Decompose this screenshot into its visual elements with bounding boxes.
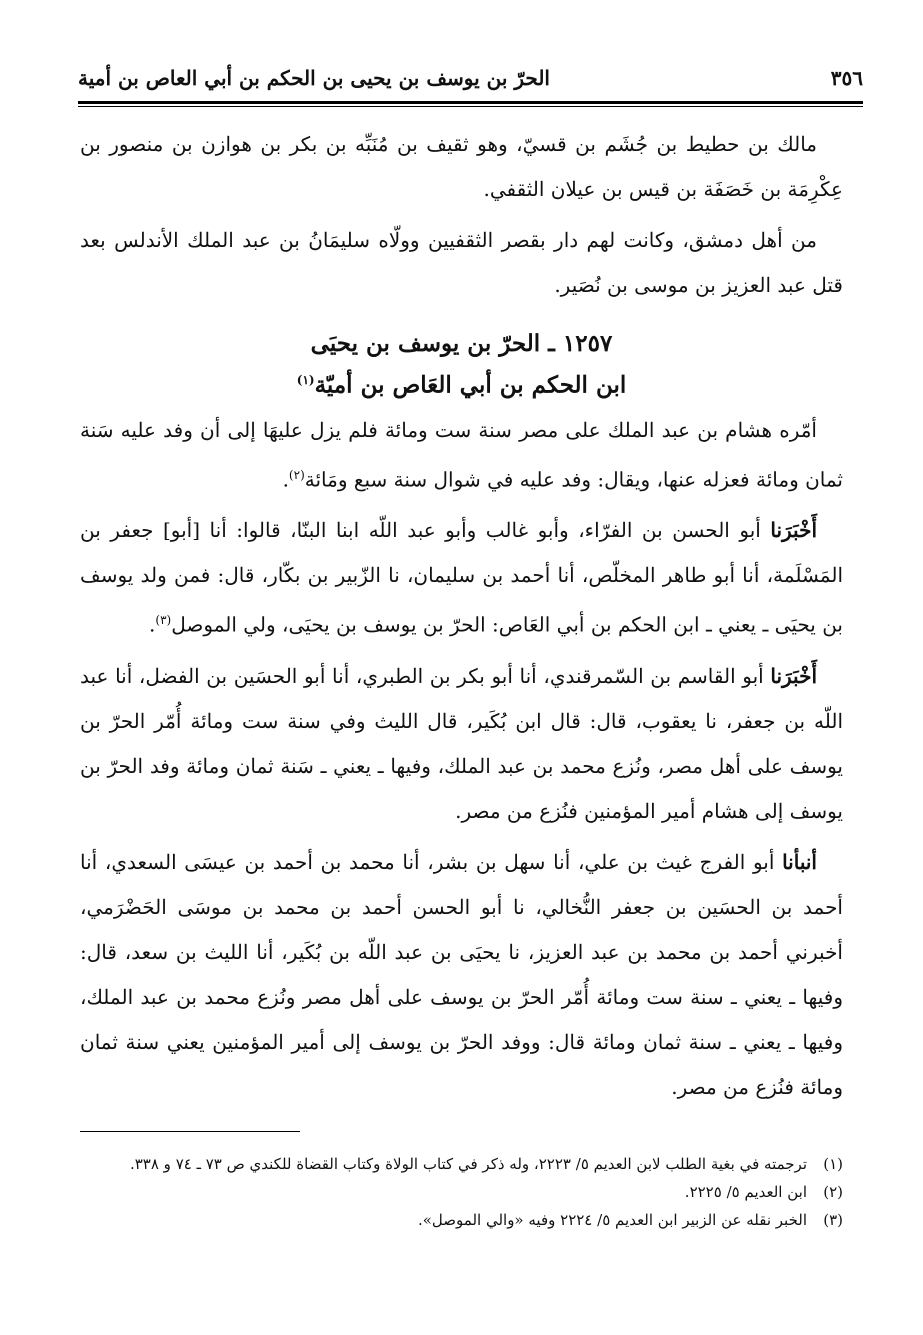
isnad-keyword: أنبأنا: [782, 849, 817, 874]
paragraph-end: .: [282, 467, 289, 492]
footnote-number: (٢): [823, 1183, 843, 1201]
footnote-text: الخبر نقله عن الزبير ابن العديم ٥/ ٢٢٢٤ وفيه «والي الموصل».: [417, 1211, 807, 1229]
header-rule-thin: [78, 106, 863, 107]
footnote-number: (٣): [823, 1211, 843, 1229]
paragraph: [80, 654, 843, 834]
entry-heading-line2-text: ابن الحكم بن أبي العَاص بن أميّة: [314, 371, 627, 399]
paragraph: من أهل دمشق، وكانت لهم دار بقصر الثقفيين وولّاه سليمَانُ بن عبد الملك الأندلس بعد قتل عبد العزيز بن موسى بن نُصَير.: [80, 228, 843, 297]
footnote-separator: [80, 1131, 300, 1132]
paragraph: [80, 508, 843, 648]
footnote-marker: (٣): [155, 613, 172, 628]
footnote: [80, 1178, 843, 1206]
page-number: ٣٥٦: [830, 66, 863, 90]
footnote-marker: (١): [296, 373, 315, 387]
footnote-number: (١): [823, 1155, 843, 1173]
footnote: [80, 1150, 843, 1178]
entry-heading-line2: [80, 362, 843, 404]
header-rule-thick: [78, 101, 863, 104]
footnote-marker: (٢): [288, 467, 305, 482]
running-title: الحرّ بن يوسف بن يحيى بن الحكم بن أبي العاص بن أمية: [78, 66, 550, 90]
main-text: [80, 122, 843, 1116]
footnotes: [80, 1150, 843, 1234]
paragraph: [80, 840, 843, 1110]
footnote-text: ابن العديم ٥/ ٢٢٢٥.: [684, 1183, 807, 1201]
entry-heading: [80, 326, 843, 404]
footnote: [80, 1206, 843, 1234]
paragraph-text: أبو الحسن بن الفرّاء، وأبو غالب وأبو عبد اللّه ابنا البنّا، قالوا: أنا [أبو] جعفر بن المَسْلَمة، أنا أبو طاهر المخلّص، أنا أحمد بن سليمان، نا الزّبير بن بكّار، قال: فمن ولد يوسف بن يحيَى ـ يعني ـ ابن الحكم بن أبي العَاص: الحرّ بن يوسف بن يحيَى، ولي الموصل: [80, 518, 843, 637]
isnad-keyword: أَخْبَرَنا: [770, 518, 817, 543]
isnad-keyword: أَخْبَرَنا: [770, 663, 817, 688]
footnote-text: ترجمته في بغية الطلب لابن العديم ٥/ ٢٢٢٣، وله ذكر في كتاب الولاة وكتاب القضاة للكندي ص ٧٣ ـ ٧٤ و ٣٣٨.: [129, 1155, 807, 1173]
paragraph-text: أمّره هشام بن عبد الملك على مصر سنة ست ومائة فلم يزل عليهَا إلى أن وفد عليه سَنة ثمان ومائة فعزله عنها، ويقال: وفد عليه في شوال سنة سبع ومَائة: [80, 417, 843, 492]
paragraph-text: أبو القاسم بن السّمرقندي، أنا أبو بكر بن الطبري، أنا أبو الحسَين بن الفضل، أنا عبد اللّه بن جعفر، نا يعقوب، قال: قال ابن بُكَير، قال الليث وفي سنة ست ومائة أُمّر الحرّ بن يوسف على أهل مصر، ونُزع محمد بن عبد الملك، وفيها ـ يعني ـ سَنة ثمان ومائة وفد الحرّ بن يوسف إلى هشام أمير المؤمنين فنُزع من مصر.: [80, 663, 843, 823]
paragraph: مالك بن حطيط بن جُشَم بن قسيّ، وهو ثقيف بن مُنَبِّه بن بكر بن هوازن بن منصور بن عِكْرِمَة بن خَصَفَة بن قيس بن عيلان الثقفي.: [80, 132, 843, 201]
entry-heading-line1: ١٢٥٧ ـ الحرّ بن يوسف بن يحيَى: [310, 330, 613, 357]
page-header: [78, 56, 863, 100]
paragraph-end: .: [149, 612, 156, 637]
paragraph: [80, 408, 843, 503]
paragraph-text: أبو الفرج غيث بن علي، أنا سهل بن بشر، أنا محمد بن أحمد بن عيسَى السعدي، أنا أحمد بن الحسَين بن جعفر النُّخالي، نا أبو الحسن أحمد بن محمد بن موسَى الحَضْرَمي، أخبرني أحمد بن محمد بن عبد العزيز، نا يحيَى بن عبد اللّه بن بُكَير، أنا الليث بن سعد، قال: وفيها ـ يعني ـ سنة ست ومائة أُمّر الحرّ بن يوسف على أهل مصر ونُزع محمد بن عبد الملك، وفيها ـ يعني ـ سنة ثمان ومائة قال: ووفد الحرّ بن يوسف إلى أمير المؤمنين يعني سنة ثمان ومائة فنُزع من مصر.: [80, 849, 843, 1099]
